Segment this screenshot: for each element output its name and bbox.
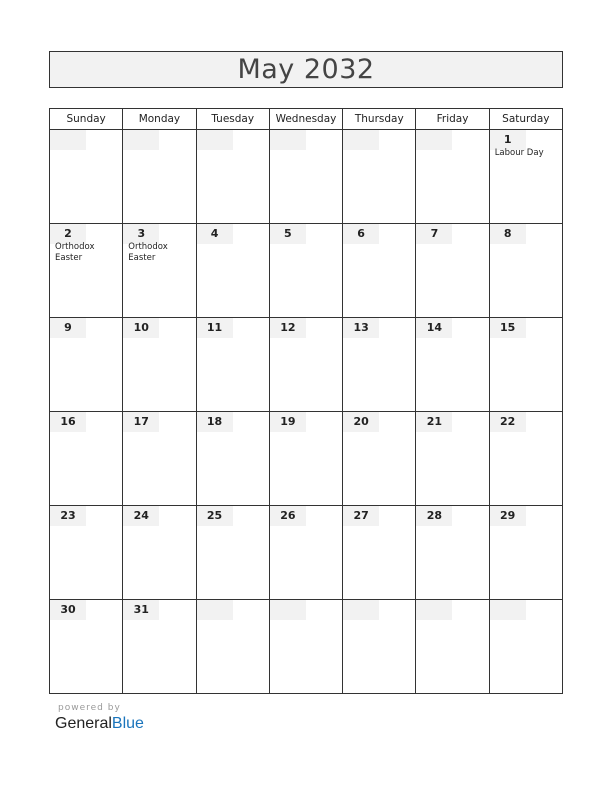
day-number: 18 [197, 412, 233, 432]
week-row [50, 318, 563, 412]
empty-day-cell [269, 130, 342, 224]
day-number: 24 [123, 506, 159, 526]
week-row [50, 506, 563, 600]
day-number: 29 [490, 506, 526, 526]
day-cell [50, 412, 123, 506]
day-cell [489, 224, 562, 318]
day-number [490, 600, 526, 620]
day-number: 10 [123, 318, 159, 338]
day-number: 17 [123, 412, 159, 432]
day-cell [50, 600, 123, 694]
day-cell [196, 506, 269, 600]
brand-blue-text: Blue [111, 715, 144, 732]
day-number: 16 [50, 412, 86, 432]
day-number: 12 [270, 318, 306, 338]
holiday-label: Orthodox Easter [55, 242, 95, 263]
day-number: 2 [50, 224, 86, 244]
day-number [343, 130, 379, 150]
week-row [50, 224, 563, 318]
empty-day-cell [196, 130, 269, 224]
day-cell [196, 412, 269, 506]
day-cell [343, 506, 416, 600]
day-number: 30 [50, 600, 86, 620]
day-number: 15 [490, 318, 526, 338]
day-number: 25 [197, 506, 233, 526]
day-cell [123, 506, 196, 600]
day-number: 1 [490, 130, 526, 150]
empty-day-cell [416, 130, 489, 224]
day-cell [196, 318, 269, 412]
day-number: 28 [416, 506, 452, 526]
weekday-saturday: Saturday [489, 109, 562, 130]
calendar-grid [49, 108, 563, 694]
day-number: 5 [270, 224, 306, 244]
day-cell [416, 224, 489, 318]
day-cell [416, 506, 489, 600]
empty-day-cell [50, 130, 123, 224]
weekday-sunday: Sunday [50, 109, 123, 130]
day-number [123, 130, 159, 150]
day-cell [196, 224, 269, 318]
day-cell [343, 224, 416, 318]
powered-by-text: powered by [58, 703, 121, 713]
week-row [50, 412, 563, 506]
day-number [343, 600, 379, 620]
day-number: 26 [270, 506, 306, 526]
day-cell [269, 412, 342, 506]
day-number: 3 [123, 224, 159, 244]
day-cell [416, 318, 489, 412]
weekday-monday: Monday [123, 109, 196, 130]
day-number: 31 [123, 600, 159, 620]
day-number [416, 130, 452, 150]
day-number: 20 [343, 412, 379, 432]
empty-day-cell [196, 600, 269, 694]
day-number [270, 600, 306, 620]
day-number: 11 [197, 318, 233, 338]
day-cell [123, 224, 196, 318]
empty-day-cell [269, 600, 342, 694]
day-number: 27 [343, 506, 379, 526]
month-title: May 2032 [237, 54, 375, 85]
day-number [197, 600, 233, 620]
day-cell [269, 506, 342, 600]
brand-general-text: General [55, 715, 112, 732]
day-number: 19 [270, 412, 306, 432]
day-cell [489, 318, 562, 412]
day-cell [123, 412, 196, 506]
empty-day-cell [416, 600, 489, 694]
day-number: 21 [416, 412, 452, 432]
month-title-box [49, 51, 563, 88]
day-number: 13 [343, 318, 379, 338]
day-number: 4 [197, 224, 233, 244]
day-number: 9 [50, 318, 86, 338]
day-number: 23 [50, 506, 86, 526]
day-cell [50, 224, 123, 318]
day-number: 6 [343, 224, 379, 244]
calendar-body [50, 130, 563, 694]
weekday-friday: Friday [416, 109, 489, 130]
weekday-wednesday: Wednesday [269, 109, 342, 130]
day-cell [343, 412, 416, 506]
holiday-label: Orthodox Easter [128, 242, 168, 263]
day-cell [123, 318, 196, 412]
day-cell [269, 318, 342, 412]
holiday-label: Labour Day [494, 148, 544, 158]
day-cell [489, 130, 562, 224]
day-cell [343, 318, 416, 412]
empty-day-cell [123, 130, 196, 224]
day-cell [269, 224, 342, 318]
weekday-thursday: Thursday [343, 109, 416, 130]
generalblue-logo [55, 715, 144, 733]
day-cell [123, 600, 196, 694]
empty-day-cell [343, 130, 416, 224]
day-number: 22 [490, 412, 526, 432]
day-number: 7 [416, 224, 452, 244]
day-cell [50, 318, 123, 412]
empty-day-cell [489, 600, 562, 694]
week-row [50, 130, 563, 224]
day-cell [489, 412, 562, 506]
weekday-tuesday: Tuesday [196, 109, 269, 130]
day-cell [489, 506, 562, 600]
week-row [50, 600, 563, 694]
footer [55, 703, 144, 733]
day-number: 8 [490, 224, 526, 244]
day-number: 14 [416, 318, 452, 338]
day-number [50, 130, 86, 150]
day-cell [416, 412, 489, 506]
day-cell [50, 506, 123, 600]
empty-day-cell [343, 600, 416, 694]
weekday-header-row [50, 109, 563, 130]
day-number [416, 600, 452, 620]
day-number [197, 130, 233, 150]
day-number [270, 130, 306, 150]
